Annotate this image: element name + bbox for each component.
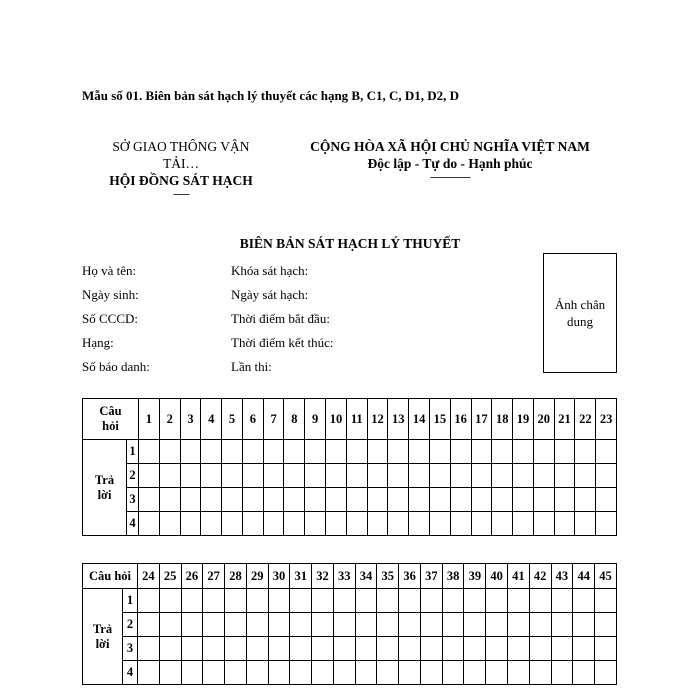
question-number: 22 — [575, 399, 596, 440]
question-number: 24 — [138, 564, 160, 589]
portrait-photo-box — [543, 253, 617, 373]
question-number: 15 — [429, 399, 450, 440]
department-name-line1: SỞ GIAO THÔNG VẬN — [112, 139, 250, 154]
answer-cell[interactable] — [181, 589, 203, 613]
question-number: 13 — [388, 399, 409, 440]
question-number: 18 — [492, 399, 513, 440]
answer-cell[interactable] — [305, 488, 326, 512]
field-course: Khóa sát hạch: — [231, 263, 309, 278]
option-number: 4 — [123, 661, 138, 685]
answer-cell[interactable] — [399, 637, 421, 661]
answer-cell[interactable] — [203, 661, 225, 685]
answer-cell[interactable] — [312, 613, 334, 637]
answer-cell[interactable] — [513, 464, 534, 488]
answer-cell[interactable] — [138, 613, 160, 637]
option-number: 3 — [127, 488, 139, 512]
answer-cell[interactable] — [201, 464, 222, 488]
question-number: 10 — [326, 399, 347, 440]
answer-cell[interactable] — [377, 661, 399, 685]
answer-cell[interactable] — [159, 512, 180, 536]
answer-cell[interactable] — [225, 661, 247, 685]
question-number: 30 — [268, 564, 290, 589]
answer-cell[interactable] — [471, 464, 492, 488]
answer-cell[interactable] — [554, 440, 575, 464]
answer-cell[interactable] — [409, 488, 430, 512]
answer-cell[interactable] — [367, 488, 388, 512]
answer-cell[interactable] — [138, 661, 160, 685]
answer-cell[interactable] — [573, 589, 595, 613]
question-number: 28 — [225, 564, 247, 589]
answer-cell[interactable] — [333, 637, 355, 661]
answer-cell[interactable] — [355, 613, 377, 637]
answer-cell[interactable] — [399, 661, 421, 685]
question-number: 31 — [290, 564, 312, 589]
answer-cell[interactable] — [284, 512, 305, 536]
question-number: 2 — [159, 399, 180, 440]
answer-cell[interactable] — [284, 464, 305, 488]
answer-cell[interactable] — [420, 661, 442, 685]
question-number: 35 — [377, 564, 399, 589]
question-number: 37 — [420, 564, 442, 589]
answer-cell[interactable] — [464, 613, 486, 637]
answer-cell[interactable] — [486, 637, 508, 661]
question-number: 1 — [139, 399, 160, 440]
question-number: 6 — [242, 399, 263, 440]
answer-cell[interactable] — [388, 488, 409, 512]
answer-cell[interactable] — [508, 613, 530, 637]
answer-cell[interactable] — [355, 637, 377, 661]
answer-cell[interactable] — [551, 613, 573, 637]
answer-cell[interactable] — [290, 589, 312, 613]
answer-cell[interactable] — [388, 440, 409, 464]
answer-cell[interactable] — [429, 464, 450, 488]
answer-cell[interactable] — [399, 613, 421, 637]
question-number: 19 — [513, 399, 534, 440]
national-motto: Độc lập - Tự do - Hạnh phúc — [367, 156, 533, 171]
form-title: Mẫu số 01. Biên bản sát hạch lý thuyết các hạng B, C1, C, D1, D2, D — [82, 88, 460, 103]
field-candidate-number: Số báo danh: — [82, 359, 150, 374]
left-header — [96, 138, 266, 199]
option-number: 2 — [127, 464, 139, 488]
answer-cell[interactable] — [242, 512, 263, 536]
answer-cell[interactable] — [333, 661, 355, 685]
answer-row — [83, 512, 617, 536]
answer-cell[interactable] — [139, 488, 160, 512]
answer-cell[interactable] — [442, 613, 464, 637]
answer-cell[interactable] — [159, 589, 181, 613]
question-number: 43 — [551, 564, 573, 589]
answer-cell[interactable] — [429, 512, 450, 536]
question-number: 26 — [181, 564, 203, 589]
answer-cell[interactable] — [377, 613, 399, 637]
answer-cell[interactable] — [242, 464, 263, 488]
field-birth-date: Ngày sinh: — [82, 287, 139, 302]
answer-label-line1: Trả — [94, 472, 115, 487]
question-number: 27 — [203, 564, 225, 589]
question-label-cell — [83, 399, 139, 440]
answer-cell[interactable] — [442, 661, 464, 685]
field-start-time: Thời điểm bắt đầu: — [231, 311, 330, 326]
answer-cell[interactable] — [367, 512, 388, 536]
question-number: 11 — [346, 399, 367, 440]
question-number: 8 — [284, 399, 305, 440]
answer-cell[interactable] — [242, 440, 263, 464]
answer-row — [83, 637, 617, 661]
answer-cell[interactable] — [554, 512, 575, 536]
answer-cell[interactable] — [246, 637, 268, 661]
answer-cell[interactable] — [573, 613, 595, 637]
question-number: 20 — [533, 399, 554, 440]
answer-cell[interactable] — [575, 464, 596, 488]
answer-cell[interactable] — [222, 488, 243, 512]
question-number: 23 — [596, 399, 617, 440]
answer-cell[interactable] — [442, 637, 464, 661]
answer-row — [83, 440, 617, 464]
answer-cell[interactable] — [290, 661, 312, 685]
answer-label-line2: lời — [97, 487, 112, 502]
department-name-line2: TẢI… — [163, 156, 199, 171]
answer-cell[interactable] — [201, 440, 222, 464]
answer-cell[interactable] — [326, 512, 347, 536]
answer-cell[interactable] — [513, 440, 534, 464]
answer-cell[interactable] — [596, 464, 617, 488]
left-separator: ------ — [173, 188, 189, 200]
question-number: 38 — [442, 564, 464, 589]
answer-cell[interactable] — [305, 440, 326, 464]
answer-cell[interactable] — [595, 589, 617, 613]
answer-cell[interactable] — [492, 464, 513, 488]
answer-cell[interactable] — [377, 637, 399, 661]
question-number: 9 — [305, 399, 326, 440]
answer-cell[interactable] — [159, 440, 180, 464]
question-number: 45 — [595, 564, 617, 589]
answer-cell[interactable] — [450, 488, 471, 512]
field-license-class: Hạng: — [82, 335, 114, 350]
answer-cell[interactable] — [139, 464, 160, 488]
answer-cell[interactable] — [263, 464, 284, 488]
answer-cell[interactable] — [529, 637, 551, 661]
answer-cell[interactable] — [305, 464, 326, 488]
answer-cell[interactable] — [225, 613, 247, 637]
answer-cell[interactable] — [346, 512, 367, 536]
question-number: 4 — [201, 399, 222, 440]
answer-cell[interactable] — [159, 464, 180, 488]
answer-cell[interactable] — [551, 661, 573, 685]
answer-label-cell — [83, 589, 123, 685]
answer-cell[interactable] — [346, 488, 367, 512]
field-id-number: Số CCCD: — [82, 311, 138, 326]
answer-cell[interactable] — [367, 464, 388, 488]
answer-cell[interactable] — [268, 589, 290, 613]
field-full-name: Họ và tên: — [82, 263, 137, 278]
option-number: 1 — [127, 440, 139, 464]
answer-cell[interactable] — [180, 512, 201, 536]
answer-cell[interactable] — [312, 637, 334, 661]
answer-cell[interactable] — [203, 589, 225, 613]
answer-cell[interactable] — [471, 440, 492, 464]
answer-cell[interactable] — [326, 464, 347, 488]
answer-cell[interactable] — [486, 661, 508, 685]
answer-cell[interactable] — [305, 512, 326, 536]
answer-cell[interactable] — [388, 464, 409, 488]
question-number: 7 — [263, 399, 284, 440]
answer-cell[interactable] — [159, 613, 181, 637]
answer-cell[interactable] — [159, 661, 181, 685]
question-number: 36 — [399, 564, 421, 589]
answer-cell[interactable] — [595, 613, 617, 637]
answer-cell[interactable] — [263, 488, 284, 512]
answer-cell[interactable] — [573, 661, 595, 685]
answer-cell[interactable] — [222, 464, 243, 488]
answer-cell[interactable] — [367, 440, 388, 464]
answer-cell[interactable] — [429, 440, 450, 464]
answer-cell[interactable] — [464, 637, 486, 661]
question-number: 41 — [508, 564, 530, 589]
answer-cell[interactable] — [159, 488, 180, 512]
answer-label-line2: lời — [95, 636, 110, 651]
answer-cell[interactable] — [450, 464, 471, 488]
field-exam-date: Ngày sát hạch: — [231, 287, 309, 302]
answer-table-1 — [82, 398, 617, 536]
answer-cell[interactable] — [464, 661, 486, 685]
answer-cell[interactable] — [551, 637, 573, 661]
answer-cell[interactable] — [492, 512, 513, 536]
answer-cell[interactable] — [139, 512, 160, 536]
answer-cell[interactable] — [268, 661, 290, 685]
answer-cell[interactable] — [246, 589, 268, 613]
answer-cell[interactable] — [554, 488, 575, 512]
answer-row — [83, 488, 617, 512]
question-number: 34 — [355, 564, 377, 589]
answer-cell[interactable] — [492, 488, 513, 512]
answer-cell[interactable] — [533, 512, 554, 536]
answer-cell[interactable] — [471, 512, 492, 536]
answer-cell[interactable] — [471, 488, 492, 512]
answer-cell[interactable] — [508, 661, 530, 685]
answer-row — [83, 661, 617, 685]
answer-cell[interactable] — [486, 613, 508, 637]
question-label-cell: Câu hỏi — [83, 564, 138, 589]
answer-cell[interactable] — [355, 589, 377, 613]
answer-cell[interactable] — [529, 589, 551, 613]
answer-cell[interactable] — [284, 440, 305, 464]
field-attempt: Lần thi: — [231, 359, 272, 374]
answer-cell[interactable] — [442, 589, 464, 613]
answer-cell[interactable] — [355, 661, 377, 685]
answer-label-cell — [83, 440, 127, 536]
answer-cell[interactable] — [203, 637, 225, 661]
answer-cell[interactable] — [312, 661, 334, 685]
question-number: 33 — [333, 564, 355, 589]
right-separator: --------------- — [430, 171, 470, 183]
answer-cell[interactable] — [268, 613, 290, 637]
question-number: 12 — [367, 399, 388, 440]
answer-cell[interactable] — [420, 637, 442, 661]
answer-cell[interactable] — [326, 440, 347, 464]
answer-cell[interactable] — [575, 488, 596, 512]
answer-cell[interactable] — [225, 589, 247, 613]
council-name: HỘI ĐỒNG SÁT HẠCH — [109, 173, 253, 188]
answer-cell[interactable] — [492, 440, 513, 464]
option-number: 2 — [123, 613, 138, 637]
answer-cell[interactable] — [290, 637, 312, 661]
answer-cell[interactable] — [596, 512, 617, 536]
question-header-row — [83, 399, 617, 440]
answer-cell[interactable] — [464, 589, 486, 613]
question-number: 16 — [450, 399, 471, 440]
question-number: 44 — [573, 564, 595, 589]
option-number: 3 — [123, 637, 138, 661]
answer-cell[interactable] — [159, 637, 181, 661]
answer-cell[interactable] — [596, 440, 617, 464]
question-label-line2: hỏi — [102, 419, 119, 433]
answer-cell[interactable] — [180, 464, 201, 488]
question-number: 21 — [554, 399, 575, 440]
answer-cell[interactable] — [284, 488, 305, 512]
answer-cell[interactable] — [138, 637, 160, 661]
answer-cell[interactable] — [139, 440, 160, 464]
answer-cell[interactable] — [203, 613, 225, 637]
photo-label-line1: Ảnh chân — [554, 297, 606, 312]
option-number: 4 — [127, 512, 139, 536]
answer-cell[interactable] — [201, 512, 222, 536]
question-number: 32 — [312, 564, 334, 589]
field-end-time: Thời điểm kết thúc: — [231, 335, 334, 350]
answer-cell[interactable] — [513, 488, 534, 512]
answer-cell[interactable] — [554, 464, 575, 488]
answer-cell[interactable] — [346, 440, 367, 464]
answer-cell[interactable] — [486, 589, 508, 613]
nation-name: CỘNG HÒA XÃ HỘI CHỦ NGHĨA VIỆT NAM — [310, 139, 590, 154]
photo-label-line2: dung — [567, 314, 593, 329]
question-number: 5 — [222, 399, 243, 440]
question-number: 25 — [159, 564, 181, 589]
answer-cell[interactable] — [246, 613, 268, 637]
answer-cell[interactable] — [409, 512, 430, 536]
answer-cell[interactable] — [595, 637, 617, 661]
answer-cell[interactable] — [450, 440, 471, 464]
answer-cell[interactable] — [181, 637, 203, 661]
answer-cell[interactable] — [180, 488, 201, 512]
answer-cell[interactable] — [180, 440, 201, 464]
answer-table-2 — [82, 563, 617, 685]
answer-cell[interactable] — [533, 488, 554, 512]
answer-cell[interactable] — [263, 440, 284, 464]
answer-cell[interactable] — [242, 488, 263, 512]
answer-cell[interactable] — [429, 488, 450, 512]
answer-cell[interactable] — [181, 661, 203, 685]
answer-cell[interactable] — [268, 637, 290, 661]
answer-cell[interactable] — [409, 440, 430, 464]
answer-label-line1: Trả — [92, 621, 113, 636]
answer-cell[interactable] — [508, 589, 530, 613]
question-number: 3 — [180, 399, 201, 440]
question-number: 42 — [529, 564, 551, 589]
answer-cell[interactable] — [399, 589, 421, 613]
question-number: 40 — [486, 564, 508, 589]
answer-cell[interactable] — [312, 589, 334, 613]
answer-cell[interactable] — [290, 613, 312, 637]
question-label-line1: Câu — [99, 404, 122, 418]
answer-cell[interactable] — [222, 512, 243, 536]
answer-cell[interactable] — [575, 440, 596, 464]
answer-cell[interactable] — [326, 488, 347, 512]
question-header-row — [83, 564, 617, 589]
answer-cell[interactable] — [409, 464, 430, 488]
answer-cell[interactable] — [346, 464, 367, 488]
answer-cell[interactable] — [533, 440, 554, 464]
answer-cell[interactable] — [377, 589, 399, 613]
answer-cell[interactable] — [533, 464, 554, 488]
answer-cell[interactable] — [246, 661, 268, 685]
answer-cell[interactable] — [551, 589, 573, 613]
answer-row — [83, 589, 617, 613]
option-number: 1 — [123, 589, 138, 613]
question-number: 39 — [464, 564, 486, 589]
answer-cell[interactable] — [420, 589, 442, 613]
answer-cell[interactable] — [595, 661, 617, 685]
answer-cell[interactable] — [333, 613, 355, 637]
answer-cell[interactable] — [573, 637, 595, 661]
answer-cell[interactable] — [222, 440, 243, 464]
answer-cell[interactable] — [201, 488, 222, 512]
answer-cell[interactable] — [529, 613, 551, 637]
answer-row — [83, 464, 617, 488]
right-header — [285, 138, 615, 182]
question-number: 14 — [409, 399, 430, 440]
answer-cell[interactable] — [513, 512, 534, 536]
answer-cell[interactable] — [508, 637, 530, 661]
answer-row — [83, 613, 617, 637]
question-number: 29 — [246, 564, 268, 589]
answer-cell[interactable] — [138, 589, 160, 613]
answer-cell[interactable] — [596, 488, 617, 512]
answer-cell[interactable] — [263, 512, 284, 536]
answer-cell[interactable] — [575, 512, 596, 536]
answer-cell[interactable] — [181, 613, 203, 637]
answer-cell[interactable] — [450, 512, 471, 536]
answer-cell[interactable] — [420, 613, 442, 637]
answer-cell[interactable] — [225, 637, 247, 661]
answer-cell[interactable] — [333, 589, 355, 613]
document-heading: BIÊN BẢN SÁT HẠCH LÝ THUYẾT — [239, 236, 461, 251]
answer-cell[interactable] — [529, 661, 551, 685]
answer-cell[interactable] — [388, 512, 409, 536]
question-number: 17 — [471, 399, 492, 440]
